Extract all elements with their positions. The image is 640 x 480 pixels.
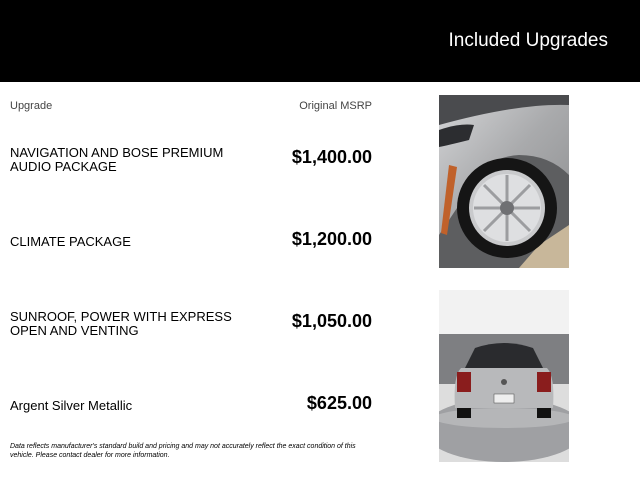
header-bar: [0, 0, 640, 82]
upgrade-price: $1,400.00: [291, 147, 372, 167]
upgrade-row: [0, 146, 380, 186]
upgrade-name: SUNROOF, POWER WITH EXPRESS OPEN AND VENTING: [10, 309, 232, 338]
vehicle-rear-photo: [439, 290, 569, 462]
upgrade-row: [0, 392, 380, 422]
upgrade-name: Argent Silver Metallic: [10, 398, 133, 413]
upgrade-name: CLIMATE PACKAGE: [10, 234, 131, 249]
upgrade-row: [0, 228, 380, 268]
column-header-upgrade: Upgrade: [10, 100, 53, 112]
column-header-msrp: Original MSRP: [299, 100, 372, 112]
upgrade-row: [0, 310, 380, 350]
page-title: Included Upgrades: [448, 30, 608, 51]
upgrade-price: $625.00: [306, 393, 372, 413]
upgrade-price: $1,050.00: [291, 311, 372, 331]
upgrade-name: NAVIGATION AND BOSE PREMIUM AUDIO PACKAGE: [10, 145, 224, 174]
disclaimer-text: Data reflects manufacturer's standard build and pricing and may not accurately reflect the exact condition of this vehicle. Please contact dealer for more information.: [10, 443, 356, 459]
upgrade-price: $1,200.00: [291, 229, 372, 249]
vehicle-wheel-photo: [439, 95, 569, 268]
